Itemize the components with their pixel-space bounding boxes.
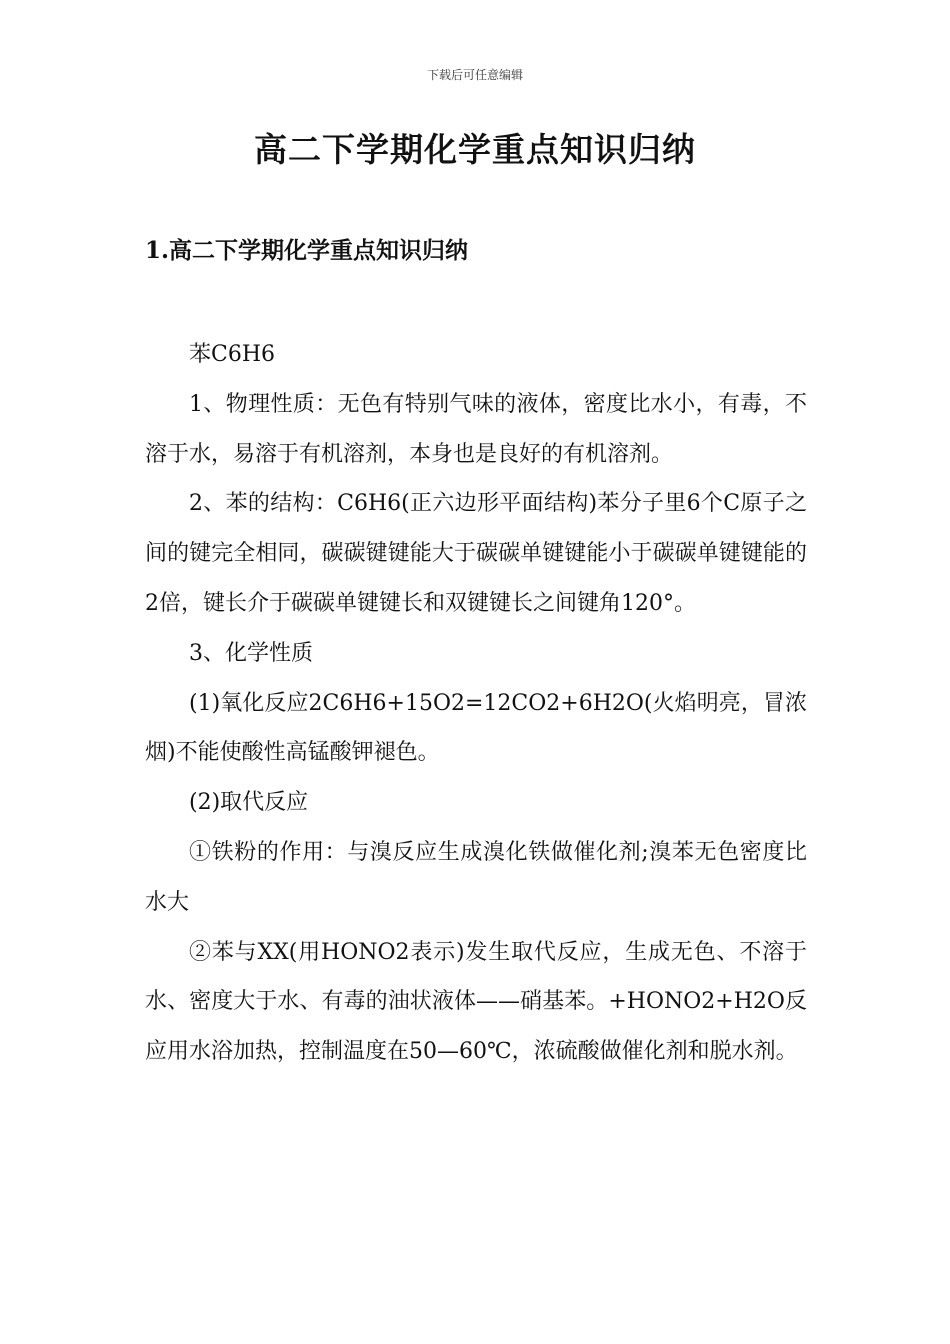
paragraph-structure: 2、苯的结构：C6H6(正六边形平面结构)苯分子里6个C原子之间的键完全相同，碳碳键键能大于碳碳单键键能小于碳碳单键键能的2倍，键长介于碳碳单键键长和双键键长之间键角120°。 — [145, 491, 807, 616]
paragraph-iron-powder-role: ①铁粉的作用：与溴反应生成溴化铁做催化剂;溴苯无色密度比水大 — [145, 839, 807, 915]
paragraph-chemical-properties-heading: 3、化学性质 — [189, 640, 313, 666]
paragraph-benzene-formula: 苯C6H6 — [189, 342, 276, 367]
paragraph-physical-properties: 1、物理性质：无色有特别气味的液体，密度比水小，有毒，不溶于水，易溶于有机溶剂，本身也是良好的有机溶剂。 — [145, 391, 807, 467]
document-title: 高二下学期化学重点知识归纳 — [254, 130, 696, 169]
document-body — [145, 330, 807, 1077]
paragraph-substitution-heading: (2)取代反应 — [189, 790, 309, 816]
paragraph-nitration: ②苯与XX(用HONO2表示)发生取代反应，生成无色、不溶于水、密度大于水、有毒的油状液体——硝基苯。+HONO2+H2O反应用水浴加热，控制温度在50—60℃，浓硫酸做催化剂和脱水剂。 — [145, 939, 807, 1065]
paragraph-oxidation-reaction: (1)氧化反应2C6H6+15O2=12CO2+6H2O(火焰明亮，冒浓烟)不能使酸性高锰酸钾褪色。 — [145, 690, 807, 766]
section-heading: 1.高二下学期化学重点知识归纳 — [145, 237, 469, 264]
header-note: 下载后可任意编辑 — [426, 68, 523, 82]
